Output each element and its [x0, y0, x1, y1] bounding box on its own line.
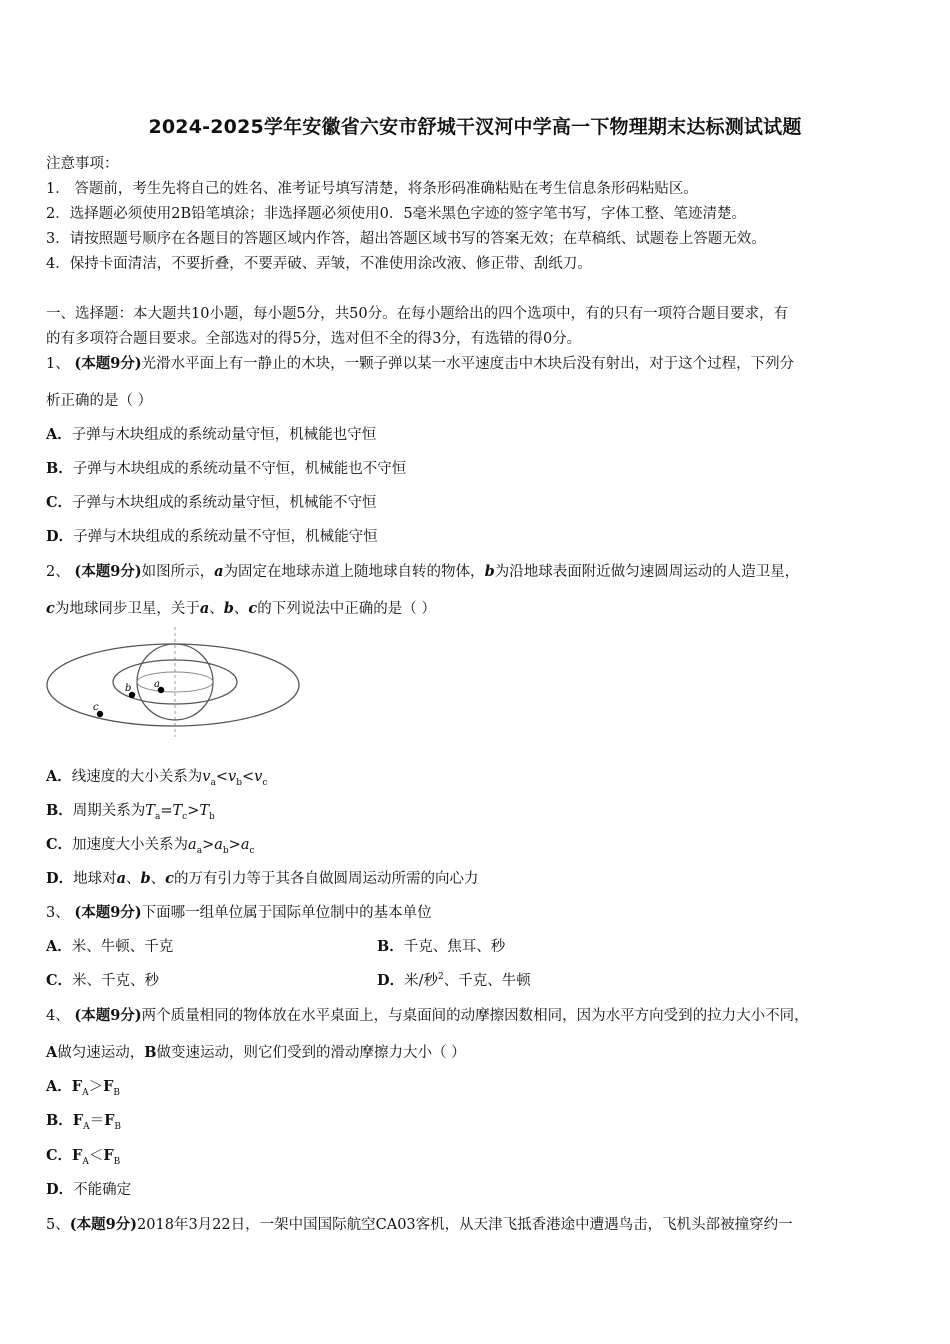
q1-option-a[interactable]: A．子弹与木块组成的系统动量守恒，机械能也守恒: [46, 426, 377, 443]
label-b: b: [125, 683, 132, 694]
question-4-cont: A做匀速运动，B做变速运动，则它们受到的滑动摩擦力大小（ ）: [46, 1044, 466, 1061]
q4-option-d[interactable]: D．不能确定: [46, 1181, 132, 1198]
question-number: 1、: [46, 356, 70, 372]
page-title: 2024-2025学年安徽省六安市舒城干汊河中学高一下物理期末达标测试试题: [148, 116, 802, 138]
label-a: a: [154, 679, 160, 690]
q3-option-b[interactable]: B．千克、焦耳、秒: [377, 938, 506, 955]
q1-option-c[interactable]: C．子弹与木块组成的系统动量守恒，机械能不守恒: [46, 494, 377, 511]
q3-option-d[interactable]: D．米/秒$^2$、千克、牛顿: [377, 972, 531, 989]
orbit-c: [47, 644, 299, 726]
notice-item-4: 4．保持卡面清洁，不要折叠，不要弄破、弄皱，不准使用涂改液、修正带、刮纸刀。: [46, 256, 592, 272]
q4-option-a[interactable]: A．$F_A>F_B$: [46, 1078, 120, 1098]
q2-option-d[interactable]: D．地球对a、b、c的万有引力等于其各自做圆周运动所需的向心力: [46, 870, 479, 887]
q2-option-b[interactable]: B．周期关系为$T_a=T_c>T_b$: [46, 802, 215, 822]
q4-option-b[interactable]: B．$F_A=F_B$: [46, 1112, 121, 1132]
q1-option-b[interactable]: B．子弹与木块组成的系统动量不守恒，机械能也不守恒: [46, 460, 407, 477]
section-intro-line-1: 一、选择题：本大题共10小题，每小题5分，共50分。在每小题给出的四个选项中，有的只有一项符合题目要求，有: [46, 306, 789, 322]
question-score: (本题9分): [74, 355, 142, 372]
q3-option-c[interactable]: C．米、千克、秒: [46, 972, 160, 989]
question-2: 2、 (本题9分)如图所示，a为固定在地球赤道上随地球自转的物体，b为沿地球表面附近做匀速圆周运动的人造卫星，: [46, 563, 800, 580]
q3-option-a[interactable]: A．米、牛顿、千克: [46, 938, 174, 955]
q2-option-a[interactable]: A．线速度的大小关系为$v_a<v_b<v_c$: [46, 768, 268, 788]
question-1: [46, 352, 794, 373]
q4-option-c[interactable]: C．$F_A<F_B$: [46, 1147, 121, 1167]
label-c: c: [93, 702, 99, 713]
notice-heading: 注意事项：: [46, 156, 119, 172]
orbit-diagram: [40, 625, 310, 740]
notice-item-2: 2．选择题必须使用2B铅笔填涂；非选择题必须使用0．5毫米黑色字迹的签字笔书写，字体工整、笔迹清楚。: [46, 206, 747, 222]
notice-item-1: 1． 答题前，考生先将自己的姓名、准考证号填写清楚，将条形码准确粘贴在考生信息条形码粘贴区。: [46, 181, 698, 197]
question-4: 4、 (本题9分)两个质量相同的物体放在水平桌面上，与桌面间的动摩擦因数相同，因为水平方向受到的拉力大小不同，: [46, 1007, 809, 1024]
question-3: 3、 (本题9分)下面哪一组单位属于国际单位制中的基本单位: [46, 904, 432, 921]
notice-item-3: 3．请按照题号顺序在各题目的答题区域内作答，超出答题区域书写的答案无效；在草稿纸、试题卷上答题无效。: [46, 231, 766, 247]
question-text: 光滑水平面上有一静止的木块，一颗子弹以某一水平速度击中木块后没有射出，对于这个过程，下列分: [141, 356, 795, 372]
question-2-cont: c为地球同步卫星，关于a、b、c的下列说法中正确的是（ ）: [46, 600, 436, 617]
question-5: 5、(本题9分)2018年3月22日，一架中国国际航空CA03客机，从天津飞抵香港途中遭遇鸟击，飞机头部被撞穿约一: [46, 1216, 793, 1233]
q1-option-d[interactable]: D．子弹与木块组成的系统动量不守恒，机械能守恒: [46, 528, 378, 545]
question-1-cont: 析正确的是（ ）: [46, 393, 153, 409]
section-intro-line-2: 的有多项符合题目要求。全部选对的得5分，选对但不全的得3分，有选错的得0分。: [46, 331, 582, 347]
q2-option-c[interactable]: C．加速度大小关系为$a_a>a_b>a_c$: [46, 836, 255, 856]
